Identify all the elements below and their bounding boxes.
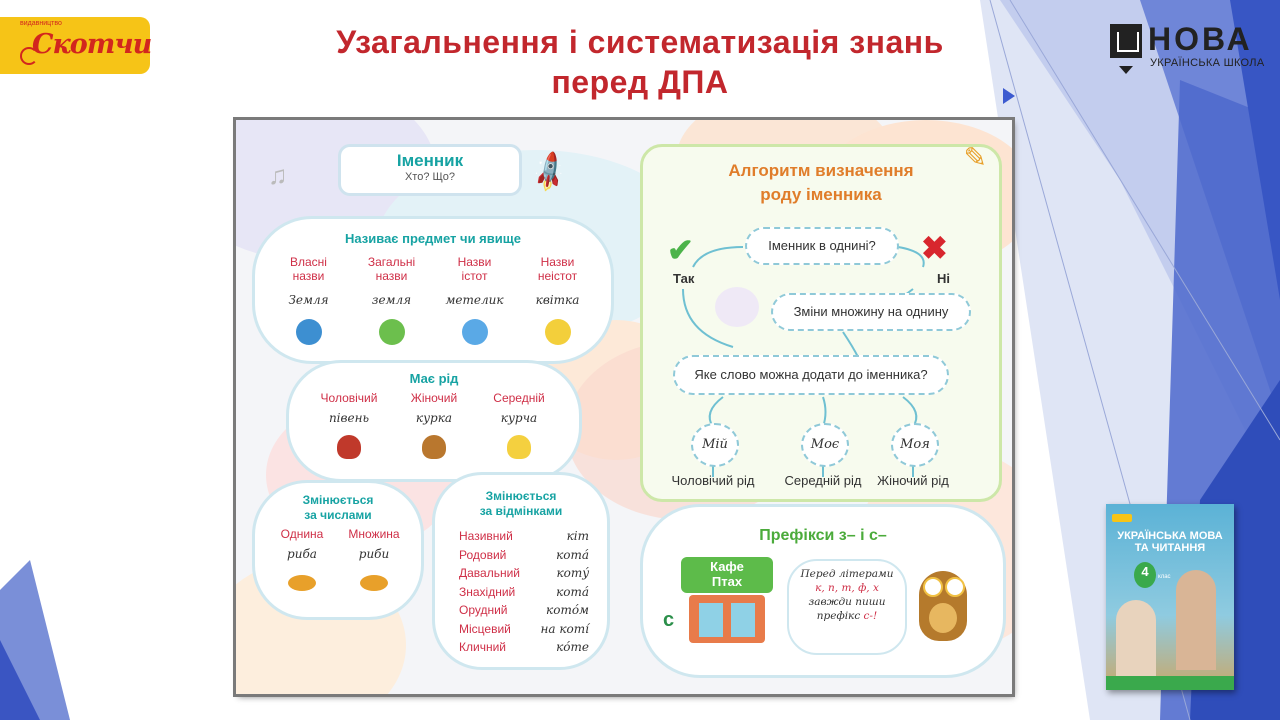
numbers-item-label: Множина	[348, 527, 400, 541]
case-name: Давальний	[459, 566, 521, 580]
case-row	[459, 564, 589, 583]
names-heading: Називає предмет чи явище	[345, 231, 521, 246]
question-add-word: Яке слово можна додати до іменника?	[673, 355, 949, 395]
check-icon: ✔	[667, 232, 694, 268]
numbers-item-word: риба	[287, 547, 317, 561]
cases-heading1: Змінюється	[485, 489, 557, 503]
cafe-letter: с	[663, 609, 675, 631]
nova-logo-word: НОВА	[1148, 21, 1253, 57]
book-girl-illustration	[1116, 600, 1156, 680]
case-name: Місцевий	[459, 621, 511, 636]
gender-grid	[309, 391, 559, 459]
gender-item	[479, 391, 559, 459]
case-word: котá	[556, 584, 589, 599]
textbook-cover	[1106, 504, 1234, 690]
case-name: Орудний	[459, 603, 508, 617]
cafe-sign1: Кафе	[710, 559, 744, 574]
names-grid	[267, 255, 599, 345]
gender-item-word: півень	[328, 411, 370, 425]
case-row	[459, 583, 589, 602]
book-boy-illustration	[1176, 570, 1216, 670]
gender-item-label: Середній	[493, 391, 545, 405]
names-item	[435, 255, 515, 345]
names-item	[269, 255, 349, 345]
algorithm-card	[640, 144, 1002, 502]
palette-icon	[715, 287, 759, 327]
nova-logo-mark-icon	[1110, 24, 1142, 58]
hen-icon	[422, 435, 446, 459]
prefix-rule-letters: к, п, т, ф, х	[815, 582, 879, 594]
answer-no: Ні	[937, 271, 950, 286]
names-item-label: Загальні назви	[367, 255, 416, 283]
question-singular: Іменник в однині?	[745, 227, 899, 265]
names-item-label: Назви неістот	[537, 255, 578, 283]
numbers-heading2: за числами	[304, 508, 372, 522]
case-row	[459, 527, 589, 546]
algorithm-title1: Алгоритм визначення	[728, 161, 914, 180]
case-row	[459, 620, 589, 639]
cafe-sign2: Птах	[711, 574, 743, 589]
gender-item-label: Чоловічий	[320, 391, 378, 405]
numbers-heading1: Змінюється	[302, 493, 374, 507]
noun-poster	[236, 120, 1012, 694]
names-item-word: земля	[371, 293, 412, 307]
gender-item	[394, 391, 474, 459]
case-row	[459, 546, 589, 565]
prefix-rule-line1: Перед літерами	[800, 568, 894, 580]
prefix-rule-line4a: префікс	[816, 610, 864, 622]
fish-icon	[360, 575, 388, 591]
book-grade-label: клас	[1158, 574, 1171, 580]
rocket-icon: 🚀	[526, 149, 573, 196]
algorithm-option-word: Моє	[801, 423, 849, 467]
algorithm-option-word: Моя	[891, 423, 939, 467]
book-footer-bar	[1106, 676, 1234, 690]
earth-icon	[296, 319, 322, 345]
names-item-word: квітка	[535, 293, 580, 307]
sprout-icon	[379, 319, 405, 345]
names-item	[518, 255, 598, 345]
gender-item-word: курча	[500, 411, 538, 425]
algorithm-option-result: Жіночий рід	[877, 473, 949, 488]
nova-logo-pointer-icon	[1119, 66, 1133, 74]
slide-title	[280, 22, 1000, 102]
cross-icon: ✖	[921, 230, 948, 266]
cases-heading2: за відмінками	[479, 504, 563, 518]
case-row	[459, 638, 589, 657]
noun-question: Хто? Що?	[404, 171, 456, 183]
algorithm-title2: роду іменника	[760, 185, 882, 204]
case-word: кóте	[556, 640, 589, 654]
algorithm-option-word: Мій	[691, 423, 739, 467]
names-item-word: метелик	[445, 293, 504, 307]
flower-icon	[545, 319, 571, 345]
change-plural-step: Зміни множину на однину	[771, 293, 971, 331]
cafe-icon	[663, 557, 773, 643]
publisher-logo	[0, 17, 150, 74]
prefix-rule-line3: завжди пиши	[808, 596, 886, 608]
case-name: Називний	[459, 529, 513, 543]
numbers-item	[267, 527, 337, 591]
case-name: Родовий	[459, 547, 507, 562]
book-grade: 4	[1141, 564, 1149, 579]
logo-brand-text: Скотчи	[32, 29, 152, 60]
music-note-icon: ♫	[268, 160, 288, 190]
answer-yes: Так	[673, 271, 695, 286]
paintbrush-icon: ✎	[963, 142, 987, 173]
algorithm-option-result: Середній рід	[784, 473, 862, 488]
butterfly-icon	[462, 319, 488, 345]
case-word: кіт	[566, 529, 589, 543]
numbers-grid	[267, 527, 409, 591]
numbers-item-label: Однина	[280, 527, 324, 541]
prefix-rule-bubble	[787, 559, 907, 655]
cases-table	[459, 527, 589, 657]
gender-heading: Має рід	[409, 371, 459, 386]
nova-logo-sub: УКРАЇНСЬКА ШКОЛА	[1150, 57, 1265, 69]
numbers-cloud	[252, 480, 424, 620]
case-word: котóм	[546, 603, 589, 617]
fish-icon	[288, 575, 316, 591]
names-cloud	[252, 216, 614, 364]
gender-cloud	[286, 360, 582, 482]
prefix-cloud	[640, 504, 1006, 678]
names-item-label: Власні назви	[290, 255, 327, 283]
gender-item	[309, 391, 389, 459]
chick-icon	[507, 435, 531, 459]
rooster-icon	[337, 435, 361, 459]
names-item-word: Земля	[288, 293, 329, 307]
slide-title-line2: перед ДПА	[551, 64, 729, 100]
book-title: УКРАЇНСЬКА МОВА ТА ЧИТАННЯ	[1117, 530, 1223, 554]
prefix-rule-line4b: с-!	[863, 610, 878, 622]
case-name: Кличний	[459, 640, 506, 654]
prefix-title: Префікси з– і с–	[759, 527, 887, 544]
gender-item-word: курка	[415, 411, 453, 425]
noun-title-card	[338, 144, 522, 196]
case-name: Знахідний	[459, 584, 516, 599]
nova-logo	[1110, 21, 1265, 76]
names-item	[352, 255, 432, 345]
cases-cloud	[432, 472, 610, 670]
algorithm-option-result: Чоловічий рід	[671, 473, 755, 488]
book-publisher-logo	[1112, 514, 1132, 522]
gender-item-label: Жіночий	[410, 391, 458, 405]
case-row	[459, 601, 589, 620]
numbers-item-word: риби	[358, 547, 390, 561]
logo-small-text: видавництво	[20, 20, 62, 27]
case-word: на котí	[540, 621, 589, 636]
owl-icon	[911, 557, 975, 645]
names-item-label: Назви істот	[457, 255, 492, 283]
slide-title-line1: Узагальнення і систематизація знань	[336, 24, 944, 60]
case-word: котý	[556, 566, 589, 580]
case-word: котá	[556, 547, 589, 562]
numbers-item	[339, 527, 409, 591]
noun-title: Іменник	[396, 151, 464, 170]
